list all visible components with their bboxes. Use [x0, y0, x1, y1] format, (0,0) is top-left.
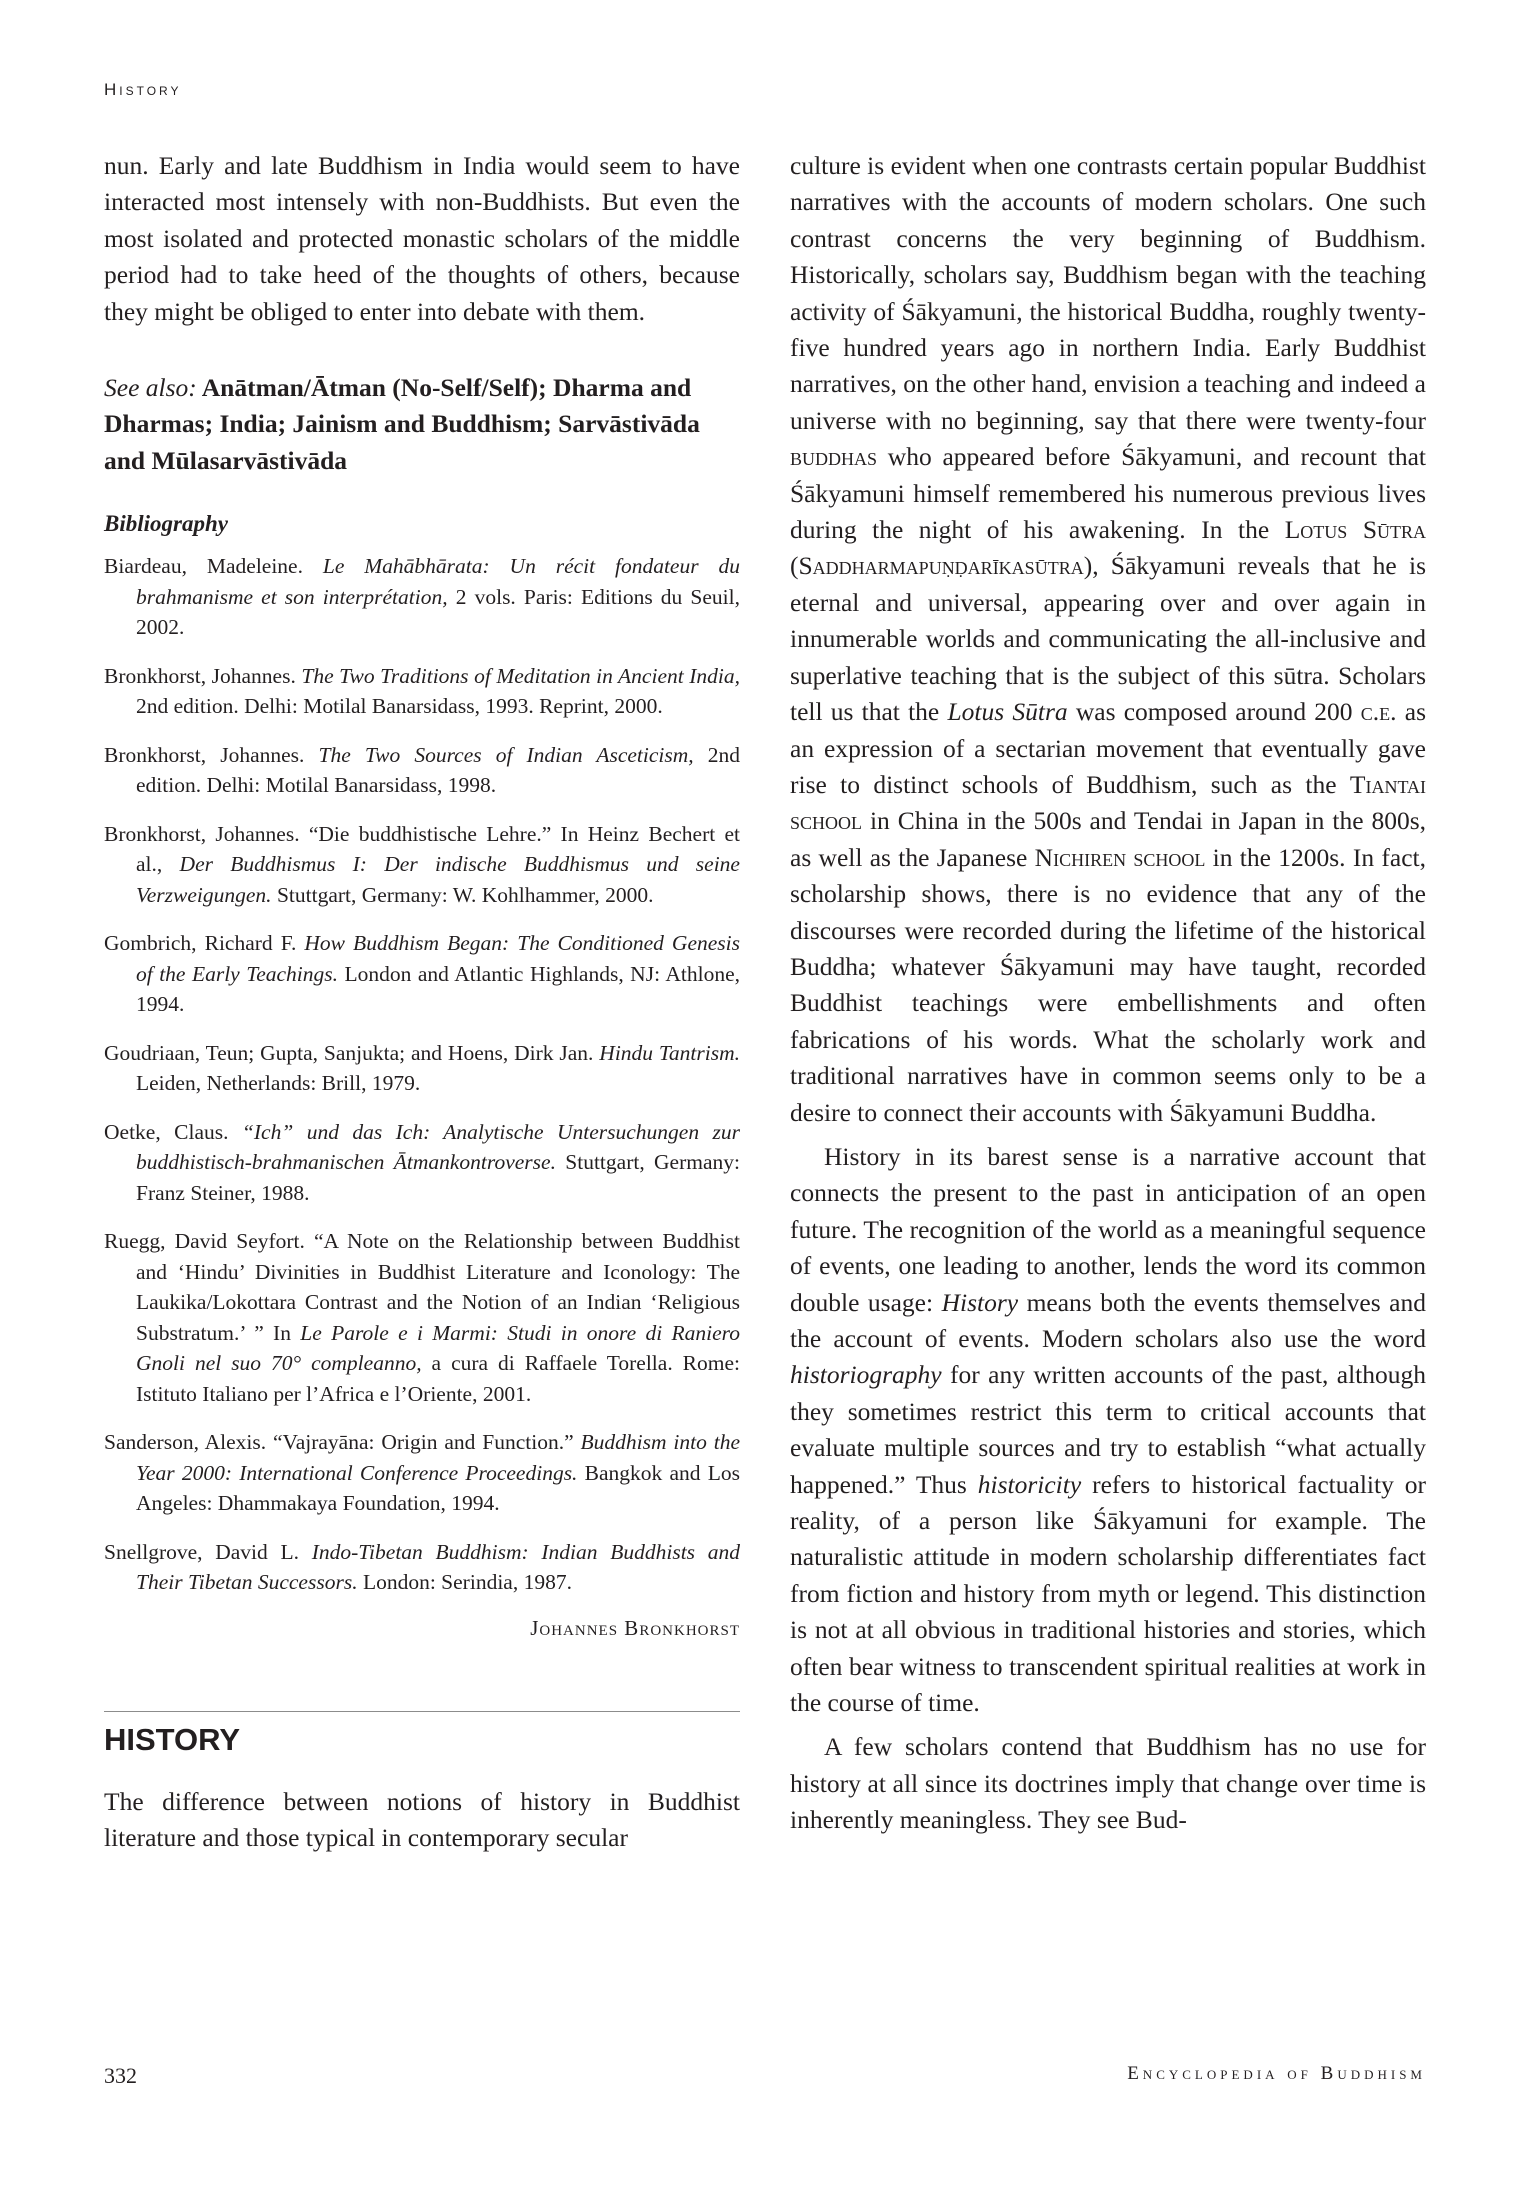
- book-title: Encyclopedia of Buddhism: [1127, 2063, 1426, 2084]
- bibliography-heading: Bibliography: [104, 511, 228, 537]
- cross-ref-lotus-sutra[interactable]: Lotus Sūtra (Saddharmapuṇḍarīkasūtra): [790, 515, 1427, 581]
- section-title: HISTORY: [104, 1721, 241, 1757]
- bibliography-entry: Sanderson, Alexis. “Vajrayāna: Origin and Function.” Buddhism into the Year 2000: International Conference Proceedings. Bangkok and Los Angeles: Dhammakaya Foundation, 1994.: [104, 1430, 740, 1516]
- bibliography-entry: Bronkhorst, Johannes. The Two Traditions of Meditation in Ancient India, 2nd edition. Delhi: Motilal Banarsidass, 1993. Reprint, 2000.: [104, 663, 740, 719]
- bibliography-entry: Goudriaan, Teun; Gupta, Sanjukta; and Hoens, Dirk Jan. Hindu Tantrism. Leiden, Netherlands: Brill, 1979.: [104, 1040, 740, 1096]
- see-also-links[interactable]: Anātman/Ātman (No-Self/Self); Dharma and Dharmas; India; Jainism and Buddhism; Sarvāstivāda and Mūlasarvāstivāda: [104, 373, 700, 475]
- see-also: [104, 370, 740, 479]
- bibliography-entry: Ruegg, David Seyfort. “A Note on the Relationship between Buddhist and ‘Hindu’ Divinities in Buddhist Literature and Iconology: The Laukika/Lokottara Contrast and the Notion of an Indian ‘Religious Substratum.’ ” In Le Parole e i Marmi: Studi in onore di Raniero Gnoli nel suo 70° compleanno, a cura di Raffaele Torella. Rome: Istituto Italiano per l’Africa e l’Oriente, 2001.: [104, 1229, 740, 1406]
- running-head: History: [104, 80, 182, 99]
- bibliography-entry: Snellgrove, David L. Indo-Tibetan Buddhism: Indian Buddhists and Their Tibetan Successors. London: Serindia, 1987.: [104, 1539, 741, 1595]
- see-also-label: See also:: [104, 373, 197, 403]
- author-signature: Johannes Bronkhorst: [530, 1615, 740, 1640]
- right-column: [790, 148, 1426, 1839]
- paragraph-1: culture is evident when one contrasts certain popular Buddhist narratives with the accounts of modern scholars. One such contrast concerns the very beginning of Buddhism. Historically, scholars say, Buddhism began with the teaching activity of Śākyamuni, the historical Buddha, roughly twenty-five hundred years ago in northern India. Early Buddhist narratives, on the other hand, envision a teaching and indeed a universe with no beginning, say that there were twenty-four buddhas who appeared before Śākyamuni, and recount that Śākyamuni himself remembered his numerous previous lives during the night of his awakening. In the Lotus Sūtra (Saddharmapuṇḍarīkasūtra), Śākyamuni reveals that he is eternal and universal, appearing over and over again in innumerable worlds and communicating the all-inclusive and superlative teaching that is the subject of this sūtra. Scholars tell us that the Lotus Sūtra was composed around 200 c.e. as an expression of a sectarian movement that eventually gave rise to distinct schools of Buddhism, such as the Tiantai school in China in the 500s and Tendai in Japan in the 800s, as well as the Japanese Nichiren school in the 1200s. In fact, scholarship shows, there is no evidence that any of the discourses were recorded during the lifetime of the historical Buddha; whatever Śākyamuni may have taught, recorded Buddhist teachings were embellishments and often fabrications of his words. What the scholarly work and traditional narratives have in common seems only to be a desire to connect their accounts with Śākyamuni Buddha.: [790, 151, 1427, 1127]
- continuation-paragraph: nun. Early and late Buddhism in India would seem to have interacted most intensely with non-Buddhists. But even the most isolated and protected monastic scholars of the middle period had to take heed of the thoughts of others, because they might be obliged to enter into debate with them.: [104, 151, 740, 326]
- cross-ref-buddhas[interactable]: buddhas: [790, 442, 878, 472]
- bibliography-entry: Gombrich, Richard F. How Buddhism Began: The Conditioned Genesis of the Early Teachings. London and Atlantic Highlands, NJ: Athlone, 1994.: [104, 931, 740, 1017]
- cross-ref-nichiren-school[interactable]: Nichiren school: [1034, 842, 1206, 872]
- section-intro: The difference between notions of history in Buddhist literature and those typical in contemporary secular: [104, 1786, 740, 1853]
- paragraph-3: A few scholars contend that Buddhism has no use for history at all since its doctrines imply that change over time is inherently meaningless. They see Bud-: [790, 1732, 1426, 1835]
- paragraph-2: History in its barest sense is a narrative account that connects the present to the past in anticipation of an open future. The recognition of the world as a meaningful sequence of events, one leading to another, lends the word its common double usage: History means both the events themselves and the account of events. Modern scholars also use the word historiography for any written accounts of the past, although they sometimes restrict this term to critical accounts that evaluate multiple sources and try to establish “what actually happened.” Thus historicity refers to historical factuality or reality, of a person like Śākyamuni for example. The naturalistic attitude in modern scholarship differentiates fact from fiction and history from myth or legend. This distinction is not at all obvious in traditional histories and stories, which often bear witness to transcendent spiritual realities at work in the course of time.: [790, 1141, 1426, 1718]
- bibliography-entry: Oetke, Claus. “Ich” und das Ich: Analytische Untersuchungen zur buddhistisch-brahmanischen Ātmankontroverse. Stuttgart, Germany: Franz Steiner, 1988.: [104, 1119, 741, 1205]
- left-column: [104, 148, 740, 1857]
- bibliography-entry: Bronkhorst, Johannes. “Die buddhistische Lehre.” In Heinz Bechert et al., Der Buddhismus I: Der indische Buddhismus und seine Verzweigungen. Stuttgart, Germany: W. Kohlhammer, 2000.: [104, 821, 740, 907]
- cross-ref-tiantai-school[interactable]: Tiantai school: [790, 769, 1426, 836]
- section-divider: [104, 1711, 740, 1712]
- bibliography-entry: Bronkhorst, Johannes. The Two Sources of Indian Asceticism, 2nd edition. Delhi: Motilal Banarsidass, 1998.: [104, 742, 740, 798]
- bibliography-list: [104, 551, 740, 1598]
- bibliography-entry: Biardeau, Madeleine. Le Mahābhārata: Un récit fondateur du brahmanisme et son interprétation, 2 vols. Paris: Editions du Seuil, 2002.: [104, 554, 740, 640]
- page-number: 332: [104, 2063, 137, 2088]
